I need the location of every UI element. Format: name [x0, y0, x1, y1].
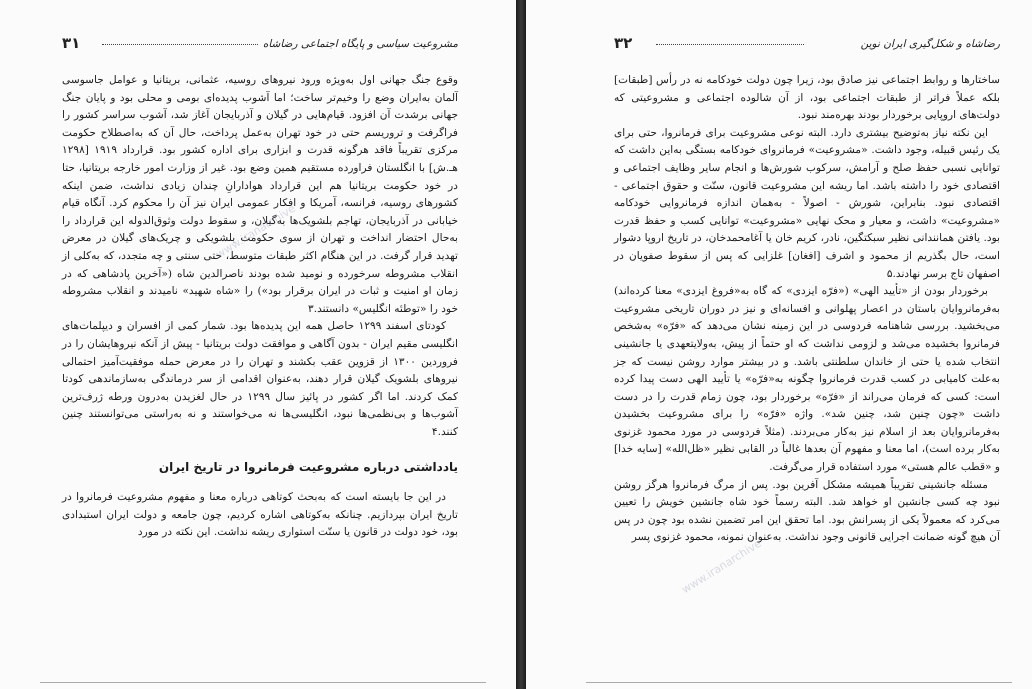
page-number: ۳۲ — [614, 34, 633, 52]
header-dotted-leader — [102, 44, 258, 45]
watermark: www.iranarchive — [679, 536, 764, 597]
body-paragraph: ساختارها و روابط اجتماعی نیز صادق بود، زیرا چون دولت خودکامه نه در رأس [طبقات] بلکه عملاً فراتر از طبقات اجتماعی بود، از آن شالوده اجتماعی و مشروعیتی که دولت‌های اروپایی برخوردار بودند بهره‌مند نبود. — [614, 74, 1000, 122]
body-paragraph: وقوع جنگ جهانی اول به‌ویژه ورود نیروهای روسیه، عثمانی، بریتانیا و عوامل جاسوسی آلمان به‌ایران وضع را وخیم‌تر ساخت؛ اما آشوب پدیده‌ای بومی و محلی بود و پایان جنگ جهانی برشدت آن افزود. قیام‌هایی در گیلان و آذربایجان آغاز شد، آشوب سراسر کشور را فراگرفت و تروریسم حتی در خود تهران به‌عمل پرداخت، حال آن که به‌اصطلاح حکومت مرکزی تقریباً فاقد هرگونه قدرت و ابزاری برای اداره کشور بود. قرارداد ۱۹۱۹ [۱۲۹۸ هـ.ش] با انگلستان فراورده مستقیم همین وضع بود. غیر از وزارت امور خارجه بریتانیا، حتا در خود حکومت بریتانیا هم این قرارداد هوادارانِ چندان زیادی نداشت، ضمن اینکه کشورهای روسیه، فرانسه، آمریکا و افکار عمومی ایران نیز آن را محکوم کرد. آنگاه قیام خیابانی در آذربایجان، تهاجم بلشویک‌ها به‌گیلان، و سقوط دولت وثوق‌الدوله این قرارداد را به‌حال احتضار انداخت و تهران از سوی حکومت بلشویکی و چریک‌های گیلان در معرض تهدید قرار گرفت. در این هنگام اکثر طبقات متوسط، حتی سنتی و چه متجدد، که به‌کلی از انقلاب مشروطه سرخورده و نومید شده بودند ناصرالدین شاه («آخرین پادشاهی که در زمان او امنیت و ثبات در ایران برقرار بود») را «شاه شهید» نامیدند و انقلاب مشروطه خود را «توطئه انگلیس» دانستند.۳ — [62, 74, 459, 315]
page-body — [614, 72, 1000, 547]
running-header-title: رضاشاه و شکل‌گیری ایران نوین — [860, 38, 1000, 50]
right-book-page — [526, 0, 1032, 689]
body-paragraph: این نکته نیاز به‌توضیح بیشتری دارد. البته نوعی مشروعیت برای فرمانروا، حتی برای یک رئیس قبیله، وجود داشت. «مشروعیت» فرمانروای خودکامه بستگی به‌این داشت که توانایی نسبی حفظ صلح و آرامش، سرکوب شورش‌ها و انجام سایر وظایف اجتماعی و اقتصادی خود را داشته باشد. اما ریشه این مشروعیت قانون، سنّت و حقوق اجتماعی - اقتصادی نبود. بنابراین، شورش - اصولاً - به‌همان اندازه فرمانروایی خودکامه «مشروعیت» داشت، و معیار و محک نهایی «مشروعیت» توانایی کسب و حفظ قدرت بود. یافتن همانندانی نظیر سبکتگین، نادر، کریم خان یا آغامحمدخان، در تاریخ اروپا دشوار است، حال بگذریم از محمود و اشرف [افغان] غلزایی که پس از سقوط صفویان در اصفهان تاج برسر نهادند.۵ — [614, 126, 1000, 280]
bottom-rule — [40, 682, 486, 683]
header-dotted-leader — [656, 44, 804, 45]
watermark: www.iranarchive — [213, 201, 298, 262]
body-paragraph: در این جا بایسته است که به‌بحث کوتاهی درباره معنا و مفهوم مشروعیت فرمانروا در تاریخ ایران بپردازیم. چنانکه به‌کوتاهی اشاره کردیم، چون جامعه و دولت ایران استبدادی بود، خود دولت در قانون یا سنّت استواری ریشه نداشت. این نکته در مورد — [62, 491, 458, 539]
running-header — [614, 34, 1000, 58]
book-spine-gutter — [516, 0, 526, 689]
running-header-title: مشروعیت سیاسی و پایگاه اجتماعی رضاشاه — [262, 38, 458, 50]
body-paragraph: برخوردار بودن از «تأیید الهی» («فرّه ایزدی» که گاه به«فروغ ایزدی» معنا کرده‌اند) به‌فرمانروایان باستان در اعصار پهلوانی و افسانه‌ای و نیز در دوران تاریخی مشروعیت می‌بخشید. بررسی شاهنامه فردوسی در این زمینه نشان می‌دهد که «فرّه» به‌شخص فرمانروا بخشیده می‌شد و لزومی نداشت که او حتماً از پیش، به‌ولایتعهدی یا جانشینی انتخاب شده یا حتی از خاندان سلطنتی باشد. و در بیشتر موارد روشن نیست که جز به‌علت کامیابی در کسب قدرت فرمانروا چگونه به«فرّه» یا تأیید الهی دست پیدا کرده است: کسی که فرمان می‌راند از «فرّه» برخوردار بود، چون زمام قدرت را در دست داشت «چون چنین شد، چنین شد». واژه «فرّه» را برای مشروعیت بخشیدن به‌فرمانروایان بعد از اسلام نیز به‌کار می‌بردند. (مثلاً فردوسی در مورد محمود غزنوی به‌کار برده است)، اما معنا و مفهوم آن بعدها غالباً در القابی نظیر «ظل‌الله» [سایه خدا] و «قطب عالم هستی» مورد استفاده قرار می‌گرفت. — [614, 285, 1000, 474]
page-body — [62, 72, 458, 542]
page-number: ۳۱ — [62, 34, 81, 52]
bottom-rule — [586, 682, 1012, 683]
section-heading: یادداشتی درباره مشروعیت فرمانروا در تاریخ ایران — [158, 460, 458, 475]
running-header — [62, 34, 458, 58]
body-paragraph: کودتای اسفند ۱۲۹۹ حاصل همه این پدیده‌ها بود. شمار کمی از افسران و دیپلمات‌های انگلیسی مقیم ایران - بدون آگاهی و موافقت دولت بریتانیا - پیش از آنکه نیروهایشان را در فروردین ۱۳۰۰ از قزوین عقب بکشند و تهران را در معرض حمله موفقیت‌آمیز احتمالی نیروهای بلشویک گیلان قرار دهند، به‌عنوان اقدامی از سر درماندگی به‌سازماندهی کودتا کمک کردند. اما اگر کشور در پائیز سال ۱۲۹۹ در حال لغزیدن به‌درون ورطه ژرف‌ترین آشوب‌ها و بی‌نظمی‌ها نبود، انگلیسی‌ها نه می‌خواستند و نه به‌راستی می‌توانستند چنین کنند.۴ — [62, 320, 458, 438]
body-paragraph: مسئله جانشینی تقریباً همیشه مشکل آفرین بود. پس از مرگ فرمانروا هرگز روشن نبود چه کسی جانشین او خواهد شد. البته رسماً خود شاه جانشین خویش را تعیین می‌کرد که معمولاً یکی از پسرانش بود. اما تحقق این امر تضمین نشده بود چون در پس آن هیچ گونه ضمانت اجرایی قانونی وجود نداشت. به‌عنوان نمونه، محمود غزنوی پسر — [614, 478, 1000, 544]
